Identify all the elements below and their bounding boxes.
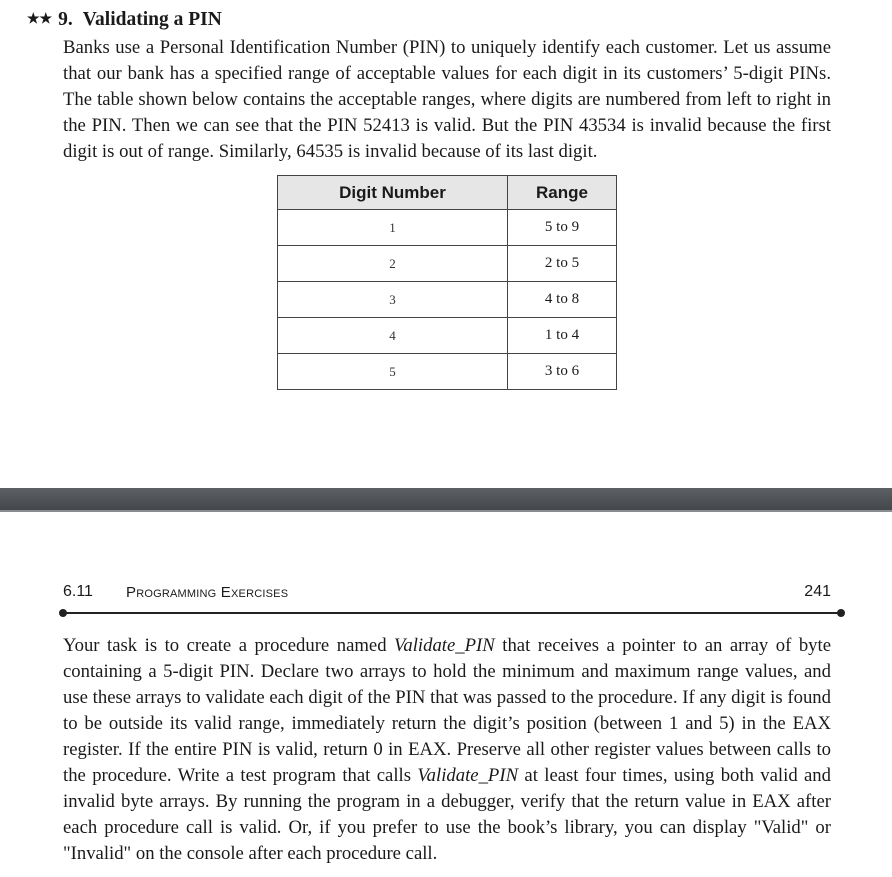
range-cell: 3 to 6 [508, 354, 617, 390]
header-range: Range [508, 176, 617, 210]
digit-number-cell: 2 [278, 246, 508, 282]
procedure-name: Validate_PIN [394, 635, 495, 656]
range-cell: 1 to 4 [508, 318, 617, 354]
digit-number-cell: 3 [278, 282, 508, 318]
page-separator [0, 488, 892, 510]
digit-range-table [277, 175, 617, 390]
page-separator-edge [0, 510, 892, 512]
digit-number-cell: 1 [278, 210, 508, 246]
procedure-name: Validate_PIN [417, 765, 519, 786]
task-text-3: at least four times, using both valid and invalid byte arrays. By running the program in a debugger, verify that the return value in EAX after each procedure call is valid. Or, if you prefer to use the book’s library, you can display "Valid" or "Invalid" on the console after each procedure call. [63, 765, 831, 864]
difficulty-stars: ★★ [27, 12, 53, 27]
header-digit-number: Digit Number [278, 176, 508, 210]
table-row [278, 318, 617, 354]
range-cell: 2 to 5 [508, 246, 617, 282]
table-row [278, 246, 617, 282]
section-number: 6.11 [63, 583, 93, 600]
exercise-intro-paragraph: Banks use a Personal Identification Number (PIN) to uniquely identify each customer. Let us assume that our bank has a specified range of acceptable values for each digit in its customers’ 5-digit PINs. The table shown below contains the acceptable ranges, where digits are numbered from left to right in the PIN. Then we can see that the PIN 52413 is valid. But the PIN 43534 is invalid because the first digit is out of range. Similarly, 64535 is invalid because of its last digit. [63, 37, 831, 162]
range-cell: 5 to 9 [508, 210, 617, 246]
table-header-row [278, 176, 617, 210]
digit-number-cell: 5 [278, 354, 508, 390]
section-title: Programming Exercises [126, 584, 289, 601]
table-row [278, 282, 617, 318]
exercise-number: 9. [58, 9, 73, 30]
running-head [63, 583, 831, 605]
page-number: 241 [804, 583, 831, 600]
digit-number-cell: 4 [278, 318, 508, 354]
task-text-1: Your task is to create a procedure named [63, 635, 395, 656]
table-row [278, 354, 617, 390]
task-paragraph [63, 633, 831, 867]
exercise-title: Validating a PIN [82, 9, 222, 30]
task-text-2: that receives a pointer to an array of byte containing a 5-digit PIN. Declare two arrays to hold the minimum and maximum range values, and use these arrays to validate each digit of the PIN that was passed to the procedure. If any digit is found to be outside its valid range, immediately return the digit’s position (between 1 and 5) in the EAX register. If the entire PIN is valid, return 0 in EAX. Preserve all other register values between calls to the procedure. Write a test program that calls [63, 635, 831, 786]
table-row [278, 210, 617, 246]
rule-dot-right [837, 609, 845, 617]
range-cell: 4 to 8 [508, 282, 617, 318]
header-rule [63, 612, 841, 614]
exercise-heading [27, 8, 222, 34]
